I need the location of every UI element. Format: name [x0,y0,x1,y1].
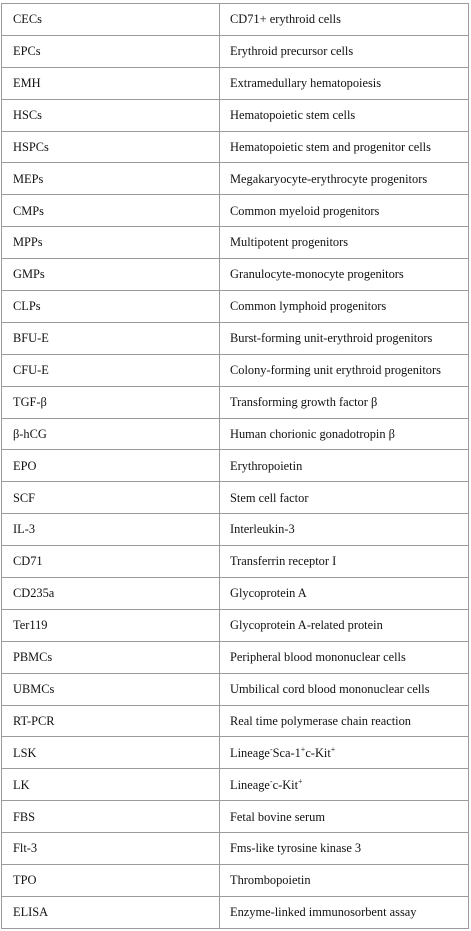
table-row [2,769,469,801]
definition-cell: Colony-forming unit erythroid progenitors [220,354,469,386]
abbreviation-cell: LK [2,769,220,801]
definition-cell: Granulocyte-monocyte progenitors [220,259,469,291]
table-row [2,546,469,578]
table-row [2,578,469,610]
table-row [2,67,469,99]
table-row [2,322,469,354]
table-row [2,354,469,386]
definition-cell: Stem cell factor [220,482,469,514]
table-row [2,482,469,514]
superscript-sign: - [269,776,273,786]
abbreviation-cell: HSPCs [2,131,220,163]
table-row [2,291,469,323]
abbreviation-cell: ELISA [2,896,220,928]
definition-cell: Real time polymerase chain reaction [220,705,469,737]
abbreviation-cell: FBS [2,801,220,833]
table-row [2,801,469,833]
definition-cell: Multipotent progenitors [220,227,469,259]
definition-cell: Enzyme-linked immunosorbent assay [220,896,469,928]
abbreviation-cell: CFU-E [2,354,220,386]
definition-cell: Fetal bovine serum [220,801,469,833]
abbreviation-cell: EPO [2,450,220,482]
superscript-sign: + [298,776,303,786]
definition-text: Sca-1 [272,745,301,760]
table-row [2,35,469,67]
definition-cell: CD71+ erythroid cells [220,4,469,36]
definition-cell: Human chorionic gonadotropin β [220,418,469,450]
abbreviation-cell: BFU-E [2,322,220,354]
definition-cell: Hematopoietic stem and progenitor cells [220,131,469,163]
abbreviation-cell: SCF [2,482,220,514]
table-row [2,865,469,897]
abbreviation-cell: GMPs [2,259,220,291]
definition-cell: Glycoprotein A [220,578,469,610]
abbreviations-table-body [2,4,469,929]
table-row [2,4,469,36]
definition-cell: Thrombopoietin [220,865,469,897]
abbreviation-cell: HSCs [2,99,220,131]
definition-cell [220,737,469,769]
superscript-sign: + [330,744,336,754]
abbreviation-cell: EMH [2,67,220,99]
definition-cell: Erythroid precursor cells [220,35,469,67]
abbreviation-cell: Ter119 [2,609,220,641]
abbreviation-cell: TPO [2,865,220,897]
abbreviation-cell: CD71 [2,546,220,578]
abbreviation-cell: MEPs [2,163,220,195]
table-row [2,737,469,769]
table-row [2,163,469,195]
abbreviations-table [1,3,469,929]
abbreviation-cell: EPCs [2,35,220,67]
abbreviation-cell: MPPs [2,227,220,259]
definition-cell: Transforming growth factor β [220,386,469,418]
abbreviation-cell: IL-3 [2,514,220,546]
abbreviation-cell: RT-PCR [2,705,220,737]
abbreviation-cell: CECs [2,4,220,36]
definition-text: Lineage [230,745,270,760]
definition-cell: Fms-like tyrosine kinase 3 [220,833,469,865]
definition-text: Lineage [230,777,270,792]
definition-text: c-Kit [272,777,299,792]
table-row [2,418,469,450]
definition-cell: Hematopoietic stem cells [220,99,469,131]
table-row [2,641,469,673]
table-row [2,896,469,928]
superscript-sign: + [300,744,306,754]
definition-text: c-Kit [305,745,331,760]
abbreviation-cell: β-hCG [2,418,220,450]
abbreviation-cell: CD235a [2,578,220,610]
definition-cell: Umbilical cord blood mononuclear cells [220,673,469,705]
table-row [2,609,469,641]
table-row [2,514,469,546]
definition-cell: Peripheral blood mononuclear cells [220,641,469,673]
definition-cell: Extramedullary hematopoiesis [220,67,469,99]
table-row [2,227,469,259]
definition-cell [220,769,469,801]
definition-cell: Burst-forming unit-erythroid progenitors [220,322,469,354]
table-row [2,99,469,131]
abbreviation-cell: TGF-β [2,386,220,418]
abbreviation-cell: CMPs [2,195,220,227]
table-row [2,386,469,418]
table-row [2,259,469,291]
table-row [2,131,469,163]
definition-cell: Transferrin receptor I [220,546,469,578]
table-row [2,705,469,737]
definition-cell: Erythropoietin [220,450,469,482]
table-row [2,673,469,705]
table-row [2,833,469,865]
table-row [2,195,469,227]
abbreviation-cell: CLPs [2,291,220,323]
abbreviation-cell: UBMCs [2,673,220,705]
definition-cell: Common myeloid progenitors [220,195,469,227]
table-row [2,450,469,482]
definition-cell: Common lymphoid progenitors [220,291,469,323]
superscript-sign: - [269,744,273,754]
abbreviation-cell: Flt-3 [2,833,220,865]
definition-cell: Glycoprotein A-related protein [220,609,469,641]
abbreviation-cell: LSK [2,737,220,769]
definition-cell: Interleukin-3 [220,514,469,546]
definition-cell: Megakaryocyte-erythrocyte progenitors [220,163,469,195]
abbreviation-cell: PBMCs [2,641,220,673]
